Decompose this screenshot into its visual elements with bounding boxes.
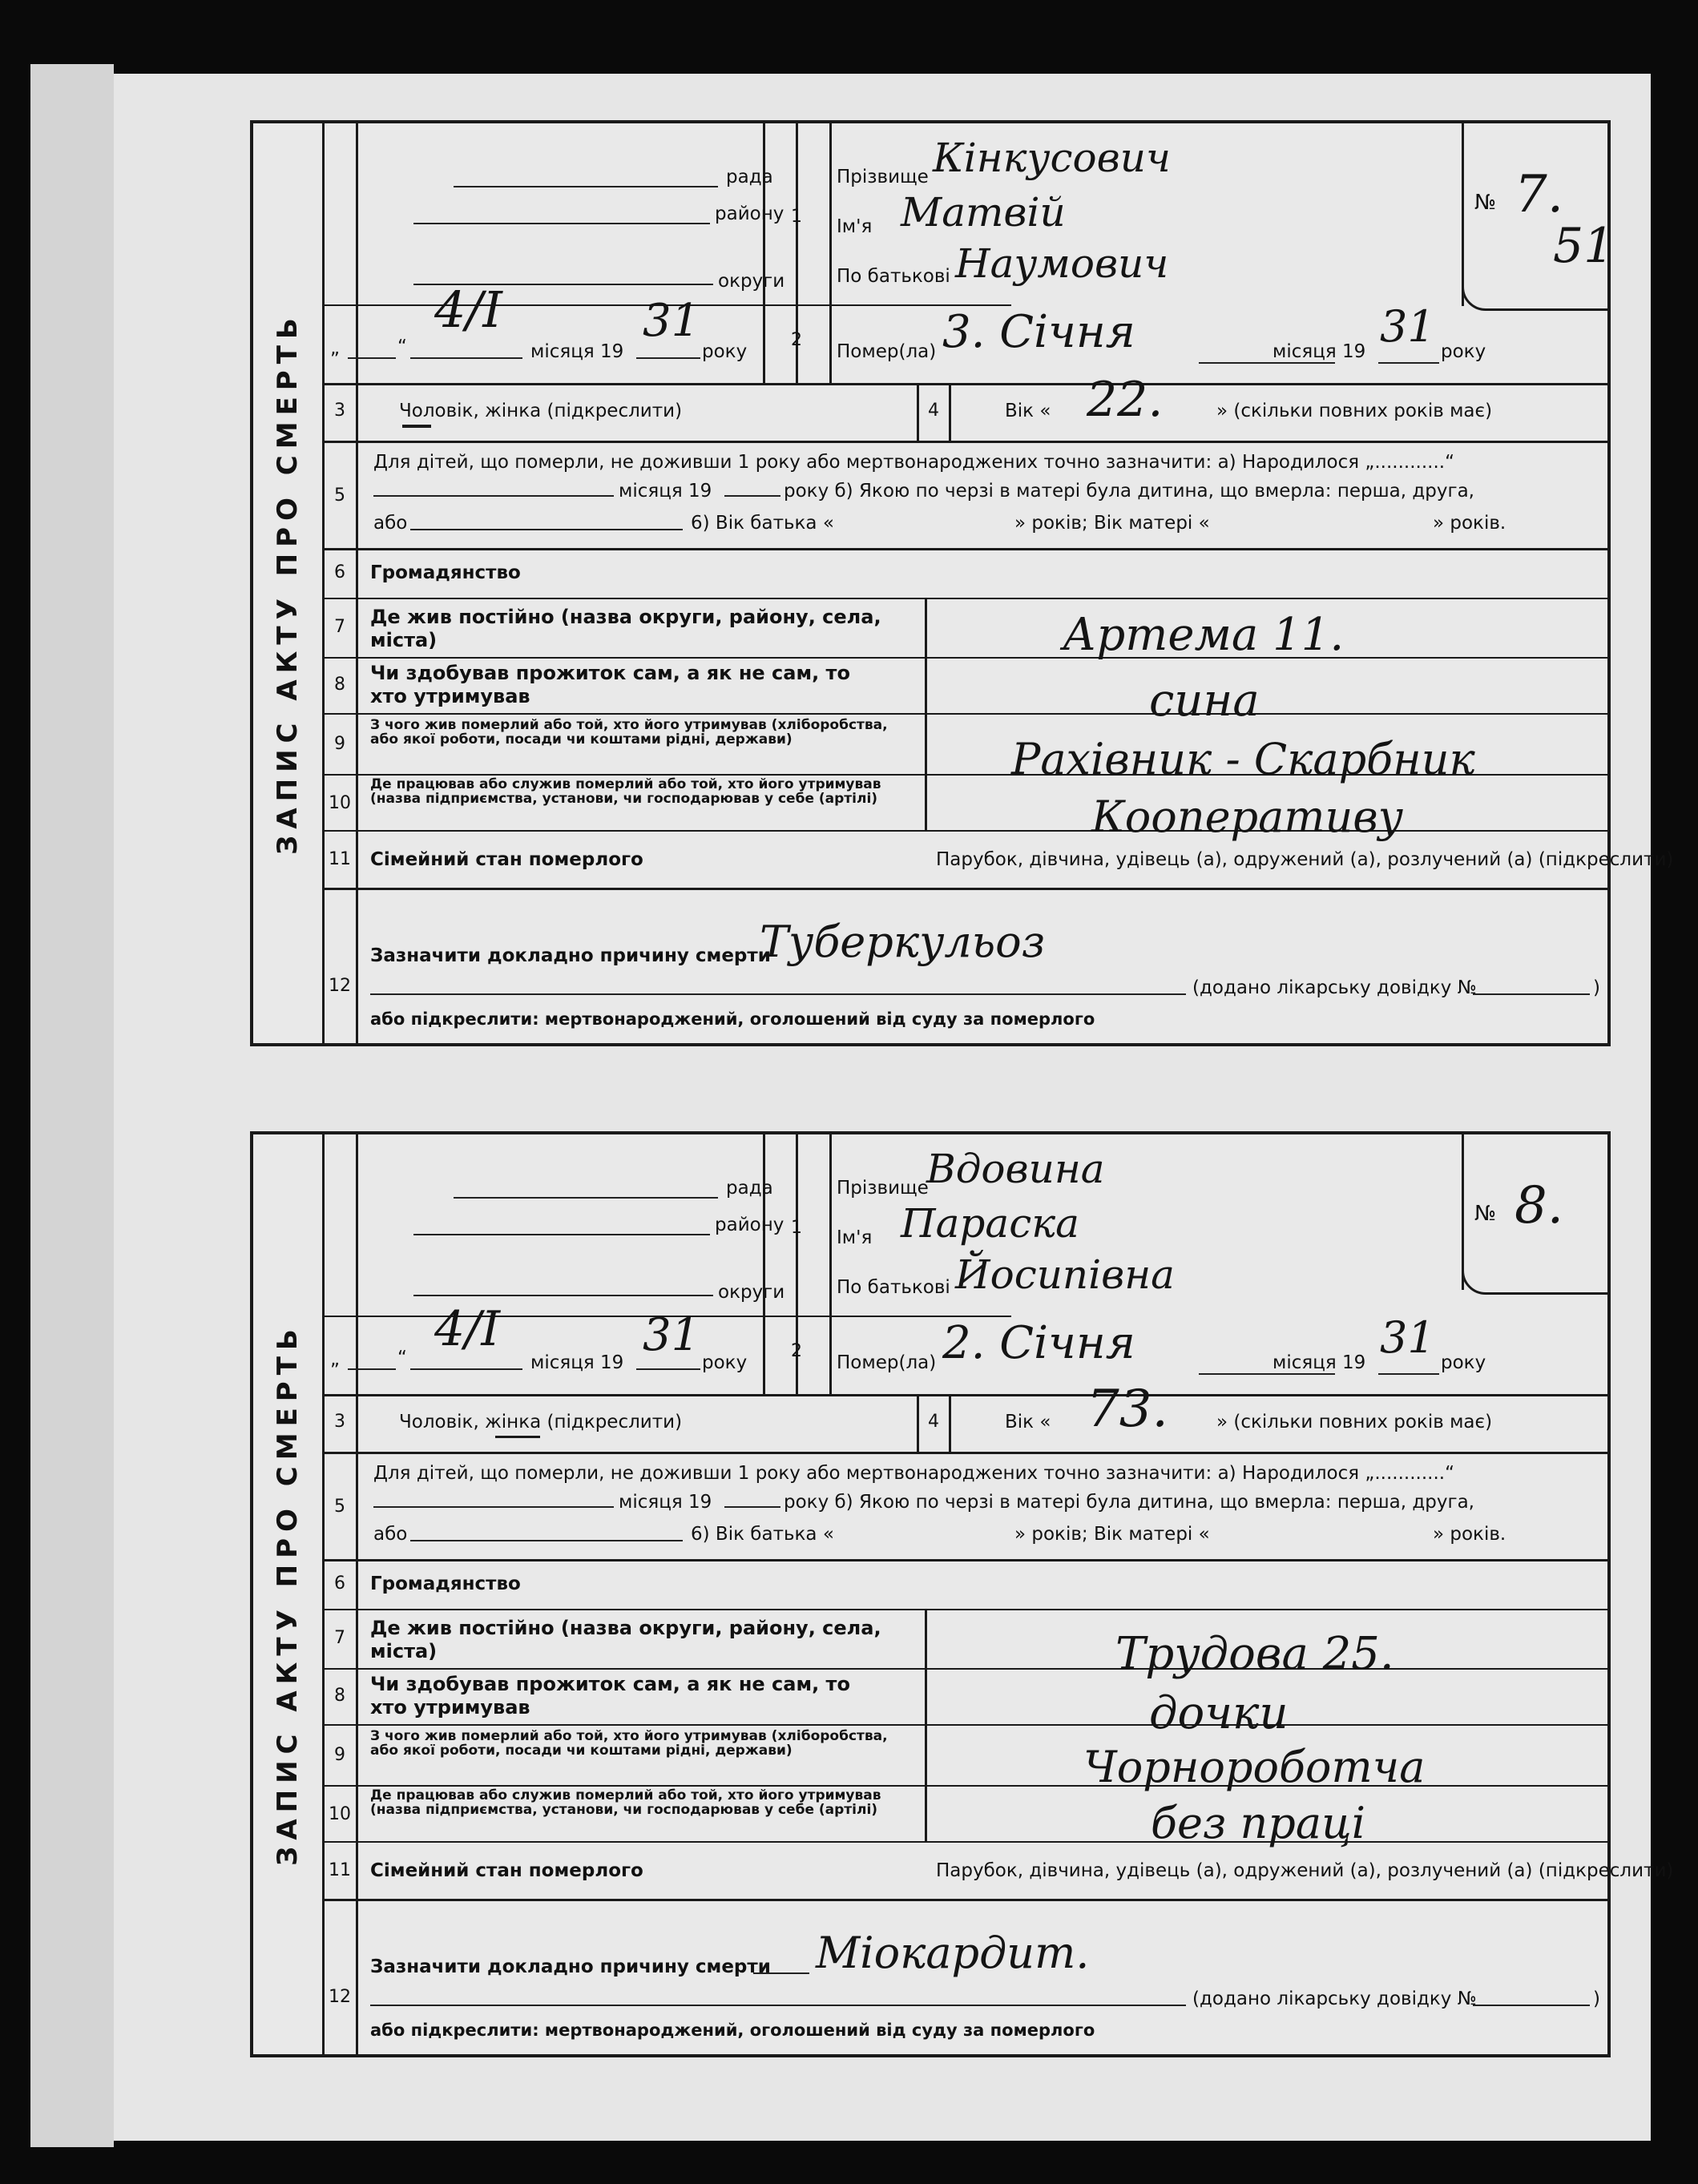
residence-label: Де жив постійно (назва округи, району, села, міста) xyxy=(370,1617,881,1662)
income-label: З чого жив померлий або той, хто його утримував (хліборобства, або якої роботи, посади чи коштами рідні, держави) xyxy=(370,717,888,747)
stillborn-note: або підкреслити: мертвонароджений, оголошений від суду за померлого xyxy=(370,2021,1095,2040)
children-line-2: місяця 19 xyxy=(619,481,712,502)
sex-options: Чоловік, жінка (підкреслити) xyxy=(399,1412,683,1432)
marital-options: Парубок, дівчина, удівець (а), одружений (а), розлучений (а) (підкреслити) xyxy=(936,849,1674,870)
support-label: Чи здобував прожиток сам, а як не сам, то хто утримував xyxy=(370,1673,850,1719)
registration-year: 31 xyxy=(643,295,700,347)
death-record-2 xyxy=(250,1131,1674,2057)
row-number: 7 xyxy=(334,1628,345,1648)
raion-label: району xyxy=(715,203,784,224)
registration-day: 4/І xyxy=(434,280,502,339)
row-number: 6 xyxy=(334,1574,345,1594)
record-side-strip xyxy=(253,1134,325,2054)
cause-value: Міокардит. xyxy=(816,1928,1090,1978)
died-month-label: місяця 19 xyxy=(1272,341,1366,362)
certificate-label: (додано лікарську довідку № xyxy=(1192,977,1477,998)
record-number-label: № xyxy=(1474,1202,1497,1226)
sex-options: Чоловік, жінка (підкреслити) xyxy=(399,401,683,421)
age-value: 22. xyxy=(1087,372,1164,428)
death-year: 31 xyxy=(1380,301,1435,352)
row-number: 2 xyxy=(791,330,802,350)
citizenship-label: Громадянство xyxy=(370,1574,521,1594)
month-label: місяця 19 xyxy=(530,1352,624,1373)
row-number: 8 xyxy=(334,1686,345,1706)
cause-value: Туберкульоз xyxy=(760,917,1046,967)
children-line-2b: року б) Якою по черзі в матері була дитина, що вмерла: перша, друга, xyxy=(784,1492,1474,1513)
extra-number: 51 xyxy=(1553,218,1615,274)
certificate-end: ) xyxy=(1593,1989,1600,2009)
died-label: Помер(ла) xyxy=(837,1352,937,1373)
children-line-3b: 6) Вік батька « xyxy=(691,513,834,534)
record-side-title: ЗАПИС АКТУ ПРО СМЕРТЬ xyxy=(272,1323,304,1866)
surname-label: Прізвище xyxy=(837,1178,929,1199)
registration-day: 4/І xyxy=(434,1301,501,1357)
date-quote-close: “ xyxy=(397,1348,407,1368)
date-quote-open: „ xyxy=(330,338,340,359)
rada-label: рада xyxy=(726,1178,773,1199)
cause-label: Зазначити докладно причину смерти xyxy=(370,1956,771,1977)
year-label: року xyxy=(702,341,748,362)
children-line-3c: » років; Вік матері « xyxy=(1014,1524,1210,1545)
work-label: Де працював або служив померлий або той, хто його утримував (назва підприємства, установи, чи господарював у себе (артілі) xyxy=(370,776,881,807)
work-value: без праці xyxy=(1151,1798,1366,1848)
died-month-label: місяця 19 xyxy=(1272,1352,1366,1373)
patronymic-value: Наумович xyxy=(955,240,1169,287)
first-name-value: Параска xyxy=(901,1200,1079,1247)
marital-options: Парубок, дівчина, удівець (а), одружений (а), розлучений (а) (підкреслити) xyxy=(936,1860,1674,1881)
age-label: Вік « xyxy=(1005,1412,1051,1432)
income-label: З чого жив померлий або той, хто його утримував (хліборобства, або якої роботи, посади чи коштами рідні, держави) xyxy=(370,1728,888,1759)
row-number: 7 xyxy=(334,617,345,637)
children-line-3d: » років. xyxy=(1433,513,1506,534)
support-label: Чи здобував прожиток сам, а як не сам, то хто утримував xyxy=(370,662,850,707)
surname-value: Кінкусович xyxy=(933,135,1171,181)
patronymic-label: По батькові xyxy=(837,1277,950,1298)
citizenship-label: Громадянство xyxy=(370,562,521,583)
row-number: 5 xyxy=(334,486,345,506)
marital-label: Сімейний стан померлого xyxy=(370,1860,643,1881)
residence-label: Де жив постійно (назва округи, району, села, міста) xyxy=(370,606,881,651)
marital-label: Сімейний стан померлого xyxy=(370,849,643,870)
date-quote-close: “ xyxy=(397,336,407,357)
children-line-1: Для дітей, що померли, не доживши 1 року або мертвонароджених точно зазначити: а) Народилося „............“ xyxy=(373,452,1454,473)
children-line-3c: » років; Вік матері « xyxy=(1014,513,1210,534)
income-value: Рахівник - Скарбник xyxy=(1011,734,1475,784)
death-day-month: 2. Січня xyxy=(942,1317,1135,1369)
rada-label: рада xyxy=(726,167,773,187)
row-number: 11 xyxy=(329,849,351,869)
stillborn-note: або підкреслити: мертвонароджений, оголошений від суду за померлого xyxy=(370,1009,1095,1029)
surname-label: Прізвище xyxy=(837,167,929,187)
registration-year: 31 xyxy=(643,1309,700,1361)
row-number: 2 xyxy=(791,1341,802,1361)
record-number: 7. xyxy=(1514,165,1564,224)
row-number: 3 xyxy=(334,1412,345,1432)
residence-value: Трудова 25. xyxy=(1115,1628,1394,1680)
cause-label: Зазначити докладно причину смерти xyxy=(370,945,771,966)
work-label: Де працював або служив померлий або той, хто його утримував (назва підприємства, установи, чи господарював у себе (артілі) xyxy=(370,1787,881,1818)
row-number: 4 xyxy=(928,401,939,421)
first-name-value: Матвій xyxy=(901,189,1066,236)
row-number: 12 xyxy=(329,1987,351,2007)
work-value: Кооперативу xyxy=(1091,792,1404,842)
certificate-end: ) xyxy=(1593,977,1600,998)
age-note: » (скільки повних років має) xyxy=(1216,401,1493,421)
income-value: Чорнороботча xyxy=(1083,1742,1426,1792)
row-number: 1 xyxy=(791,1218,802,1238)
year-label: року xyxy=(702,1352,748,1373)
certificate-label: (додано лікарську довідку № xyxy=(1192,1989,1477,2009)
binding-spine xyxy=(30,64,114,2147)
record-side-strip xyxy=(253,123,325,1043)
record-number-label: № xyxy=(1474,191,1497,215)
children-line-3b: 6) Вік батька « xyxy=(691,1524,834,1545)
row-number: 9 xyxy=(334,1745,345,1765)
record-number: 8. xyxy=(1514,1176,1564,1235)
row-number: 5 xyxy=(334,1497,345,1517)
row-number: 10 xyxy=(329,793,351,813)
support-value: дочки xyxy=(1149,1687,1289,1739)
children-line-3a: або xyxy=(373,1524,408,1545)
row-number: 9 xyxy=(334,734,345,754)
death-year: 31 xyxy=(1380,1312,1435,1363)
row-number: 11 xyxy=(329,1860,351,1880)
row-number: 6 xyxy=(334,562,345,582)
died-year-label: року xyxy=(1441,341,1486,362)
residence-value: Артема 11. xyxy=(1063,609,1345,661)
row-number: 1 xyxy=(791,207,802,227)
row-number: 3 xyxy=(334,401,345,421)
age-note: » (скільки повних років має) xyxy=(1216,1412,1493,1432)
died-label: Помер(ла) xyxy=(837,341,937,362)
row-number: 10 xyxy=(329,1804,351,1824)
children-line-3a: або xyxy=(373,513,408,534)
death-day-month: 3. Січня xyxy=(942,306,1135,358)
patronymic-label: По батькові xyxy=(837,266,950,287)
children-line-2b: року б) Якою по черзі в матері була дитина, що вмерла: перша, друга, xyxy=(784,481,1474,502)
date-quote-open: „ xyxy=(330,1349,340,1370)
month-label: місяця 19 xyxy=(530,341,624,362)
children-line-2: місяця 19 xyxy=(619,1492,712,1513)
surname-value: Вдовина xyxy=(926,1146,1105,1192)
okruhy-label: округи xyxy=(718,271,785,292)
died-year-label: року xyxy=(1441,1352,1486,1373)
row-number: 4 xyxy=(928,1412,939,1432)
okruhy-label: округи xyxy=(718,1282,785,1303)
row-number: 12 xyxy=(329,976,351,996)
children-line-3d: » років. xyxy=(1433,1524,1506,1545)
raion-label: району xyxy=(715,1215,784,1235)
patronymic-value: Йосипівна xyxy=(955,1251,1175,1298)
children-line-1: Для дітей, що померли, не доживши 1 року або мертвонароджених точно зазначити: а) Народилося „............“ xyxy=(373,1463,1454,1484)
first-name-label: Ім'я xyxy=(837,216,873,237)
support-value: сина xyxy=(1149,675,1260,727)
row-number: 8 xyxy=(334,675,345,695)
death-record-1 xyxy=(250,120,1674,1046)
age-label: Вік « xyxy=(1005,401,1051,421)
first-name-label: Ім'я xyxy=(837,1227,873,1248)
age-value: 73. xyxy=(1087,1380,1168,1439)
record-side-title: ЗАПИС АКТУ ПРО СМЕРТЬ xyxy=(272,312,304,855)
